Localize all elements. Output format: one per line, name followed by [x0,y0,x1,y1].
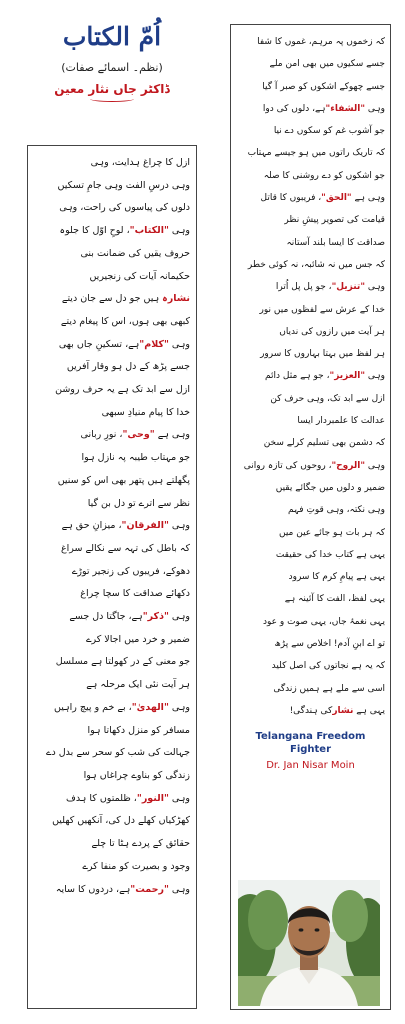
author-name: ڈاکٹر جاں نثار معین [54,82,170,96]
line-text: وہی [168,225,190,237]
poem-line [34,379,190,402]
poem-line [34,447,190,470]
line-text: وہی [168,520,190,532]
line-text: یہی ہے [353,705,385,716]
poem-line [34,674,190,697]
poem-line [236,455,385,477]
highlighted-attribute-name: "ذکر" [142,611,169,623]
line-text: یہی نغمۂ جاں، یہی صوت و عود [262,616,385,627]
line-text: ہر لفظ میں بہتا بہاروں کا سرور [260,349,385,360]
line-text: ازل سے ابد تک، وہی حرف کن [270,393,385,404]
highlighted-attribute-name: "الھدیٰ" [131,701,169,713]
line-text: ضمیر و دلوں میں جگائے یقیں [275,482,385,493]
line-text: ، ظلمتوں کا ہدف [65,792,137,804]
line-text: وہی نکتہ، وہی قوتِ فہم [287,505,385,516]
highlighted-attribute-name: "الفرقان" [121,520,169,532]
highlighted-attribute-name: "کلام" [139,338,169,350]
line-text: وہی ہے [351,193,385,204]
poem-line [236,299,385,321]
line-text: ، جو پل پل اُترا [275,282,332,293]
line-text: کی ہندگی! [289,705,333,716]
line-text: وجود و بصیرت کو منفا کرے [82,860,190,872]
highlighted-attribute-name: "النور" [136,792,169,804]
line-text: کہ باطل کی تہہ سے نکالے سراغ [60,542,190,554]
line-text: جسے چھوکے اشکوں کو صبر آ گیا [262,81,385,92]
author-portrait-image [238,880,380,1006]
poem-line [236,544,385,566]
poem-line [34,561,190,584]
highlighted-attribute-name: نشار [332,705,354,716]
highlighted-attribute-name: "العزیز" [329,371,366,382]
highlighted-attribute-name: "تنزیل" [331,282,366,293]
poem-line [34,810,190,833]
poem-line [236,588,385,610]
line-text: زندگی کو بناوے چراغاں ہوا [83,769,190,781]
poem-line [34,651,190,674]
line-text: کہ یہ ہے نجاتوں کی اصل کلید [271,661,385,672]
line-text: ، نورِ ربانی [80,429,123,441]
highlighted-attribute-name: "الروح" [331,460,366,471]
line-text: وہی [365,371,385,382]
poem-line [34,197,190,220]
line-text: وہی ہے [154,429,190,441]
poem-line [34,220,190,243]
poem-line [236,343,385,365]
line-text: دلوں کی پیاسوں کی راحت، وہی [59,202,190,214]
poem-line [34,493,190,516]
line-text: یہی ہے پیامِ کرم کا سرود [288,572,385,583]
poem-line [34,538,190,561]
poem-line [236,678,385,700]
line-text: اسی سے ملے ہے ہمیں زندگی [273,683,385,694]
line-text: جو معنی کے در کھولتا ہے مسلسل [55,656,190,668]
poem-line [34,788,190,811]
poem-line [34,266,190,289]
line-text: حکیمانہ آیات کی زنجیریں [89,270,190,282]
line-text: حروف یقیں کی ضمانت بنی [80,247,190,259]
poem-line [236,53,385,75]
poem-line [34,856,190,879]
poem-line [236,120,385,142]
line-text: وہی [168,701,190,713]
line-text: ہے، جاگتا دل جسے [69,611,143,623]
highlighted-attribute-name: "الکتاب" [129,225,169,237]
poem-line [34,583,190,606]
line-text: ہر آیت نئی ایک مرحلہ ہے [86,679,190,691]
line-text: تو اے ابنِ آدم! اخلاص سے پڑھ [274,639,385,650]
poem-line [236,566,385,588]
poem-line [236,254,385,276]
line-text: کبھی بھی ہوں، اس کا پیغام دیتے [60,315,190,327]
highlighted-attribute-name: "الشفاء" [325,103,366,114]
line-text: کہ دشمن بھی تسلیم کرلے سخن [263,438,385,449]
line-text: ، میزانِ حق ہے [61,520,122,532]
poem-line [236,388,385,410]
header [22,18,202,102]
line-text: نظر سے اترے تو دل بن گیا [87,497,190,509]
highlighted-attribute-name: "وحی" [122,429,155,441]
highlighted-attribute-name: "الحق" [321,193,352,204]
poem-line [236,655,385,677]
poem-line [236,276,385,298]
line-text: ازل کا چراغ ہدایت، وہی [90,157,190,168]
poem-line [34,152,190,175]
line-text: جو مہتاب طیبہ پہ نازل ہوا [81,452,190,464]
poem-line [236,321,385,343]
poem-line [236,477,385,499]
poem-line [34,402,190,425]
right-poem-lines [236,31,385,722]
line-text: وہی [168,611,190,623]
poem-line [34,334,190,357]
line-text: خدا کے عرش سے لفظوں میں نور [259,304,385,315]
caption-title: Telangana Freedom Fighter [255,731,366,756]
poem-line [236,410,385,432]
line-text: ہے، دلوں کی دوا [262,103,326,114]
line-text: عدالت کا علمبردار ایسا [297,416,385,427]
line-text: وہی [365,103,385,114]
poem-line [34,697,190,720]
line-text: ، فریبوں کا قاتل [260,193,322,204]
poem-line [34,356,190,379]
poem-line [34,243,190,266]
poem-line [236,522,385,544]
author-photo [238,880,380,1006]
line-text: یہی ہے کتاب خدا کی حقیقت [275,549,385,560]
line-text: ، لوحِ اوّل کا جلوہ [59,225,130,237]
poem-line [236,611,385,633]
line-text: ہے، تسکینِ جاں بھی [58,338,140,350]
line-text: قیامت کی تصویر پیشِ نظر [284,215,385,226]
poem-line [236,209,385,231]
poem-line [34,515,190,538]
caption-name: Dr. Jan Nisar Moin [266,760,355,772]
line-text: وہی [168,883,190,895]
poem-line [236,142,385,164]
line-text: ہر آیت میں رازوں کی ندیاں [279,326,385,337]
line-text: کھڑکیاں کھلے دل کی، آنکھیں کھلیں [52,815,190,827]
line-text: جہالت کی شب کو سحر سے بدل دے [45,747,190,759]
poem-line [34,742,190,765]
line-text: خدا کا پیام منیادِ سبھی [101,406,190,418]
line-text: جسے پڑھ کے دل ہو وقار آفریں [66,361,190,373]
line-text: پگھلتے ہیں پتھر بھی اس کو سنیں [57,474,190,486]
poem-line [34,288,190,311]
poem-line [34,629,190,652]
poem-line [236,700,385,722]
poem-line [236,499,385,521]
poem-line [236,187,385,209]
line-text: ، بے خم و پیچ راہیں [54,701,132,713]
line-text: وہی [365,282,385,293]
line-text: جو اشکوں کو دے روشنی کا صلہ [263,170,385,181]
line-text: جسے سکیوں میں بھی امن ملے [269,59,385,70]
line-text: ، جو ہے مثل دائم [265,371,330,382]
poem-line [34,833,190,856]
poem-line [236,365,385,387]
highlighted-attribute-name: "رحمت" [130,883,169,895]
line-text: ضمیر و خرد میں اجالا کرے [85,633,190,645]
poem-line [34,879,190,902]
line-text: ازل سے ابد تک ہے یہ حرف روشن [55,384,190,396]
poem-line [34,175,190,198]
line-text: یہی لفظ، الفت کا آئینہ ہے [284,594,385,605]
poem-line [34,606,190,629]
right-poem-column [230,24,391,1010]
poem-line [34,765,190,788]
poem-subtitle: (نظم۔ اسمائے صفات) [61,61,163,74]
highlighted-attribute-name: نشارہ [162,293,190,305]
line-text: دکھائے صداقت کا سچا چراغ [80,588,190,600]
line-text: وہی [168,338,190,350]
poem-line [34,720,190,743]
line-text: کہ تاریک راتوں میں ہو جیسے مہتاب [247,148,385,159]
line-text: وہی [365,460,385,471]
poem-line [34,311,190,334]
line-text: وہی درسِ الفت وہی جامِ تسکیں [57,179,190,191]
line-text: کہ جس میں نہ شائبہ، نہ کوئی خطر [247,259,385,270]
line-text: ہے، دردوں کا سایہ [55,883,131,895]
line-text: کہ زخموں پہ مرہم، غموں کا شفا [257,37,385,47]
left-poem-column [27,145,197,1009]
line-text: وہی [168,792,190,804]
poem-line [236,98,385,120]
line-text: جو آشوب غم کو سکوں دے نیا [273,126,385,137]
line-text: کہ ہر بات ہو جائے عین میں [278,527,385,538]
line-text: حقائق کے پردے ہٹا تا چلے [91,838,190,850]
poem-title: اُمّ الکتاب [62,22,162,51]
line-text: دھوکے، فریبوں کی زنجیر توڑے [71,565,190,577]
line-text: صداقت کا ایسا بلند آستانہ [286,237,385,248]
poem-line [236,165,385,187]
poem-line [236,633,385,655]
poem-line [236,432,385,454]
line-text: مسافر کو منزل دکھاتا ہوا [87,724,190,736]
poem-line [236,232,385,254]
line-text: ، روحوں کی تازہ روانی [243,460,332,471]
poem-line [236,31,385,53]
line-text: ہیں جو دل سے جان دیتے [61,293,163,305]
author-caption [236,730,385,774]
poem-line [34,470,190,493]
poem-line [236,76,385,98]
poem-line [34,424,190,447]
